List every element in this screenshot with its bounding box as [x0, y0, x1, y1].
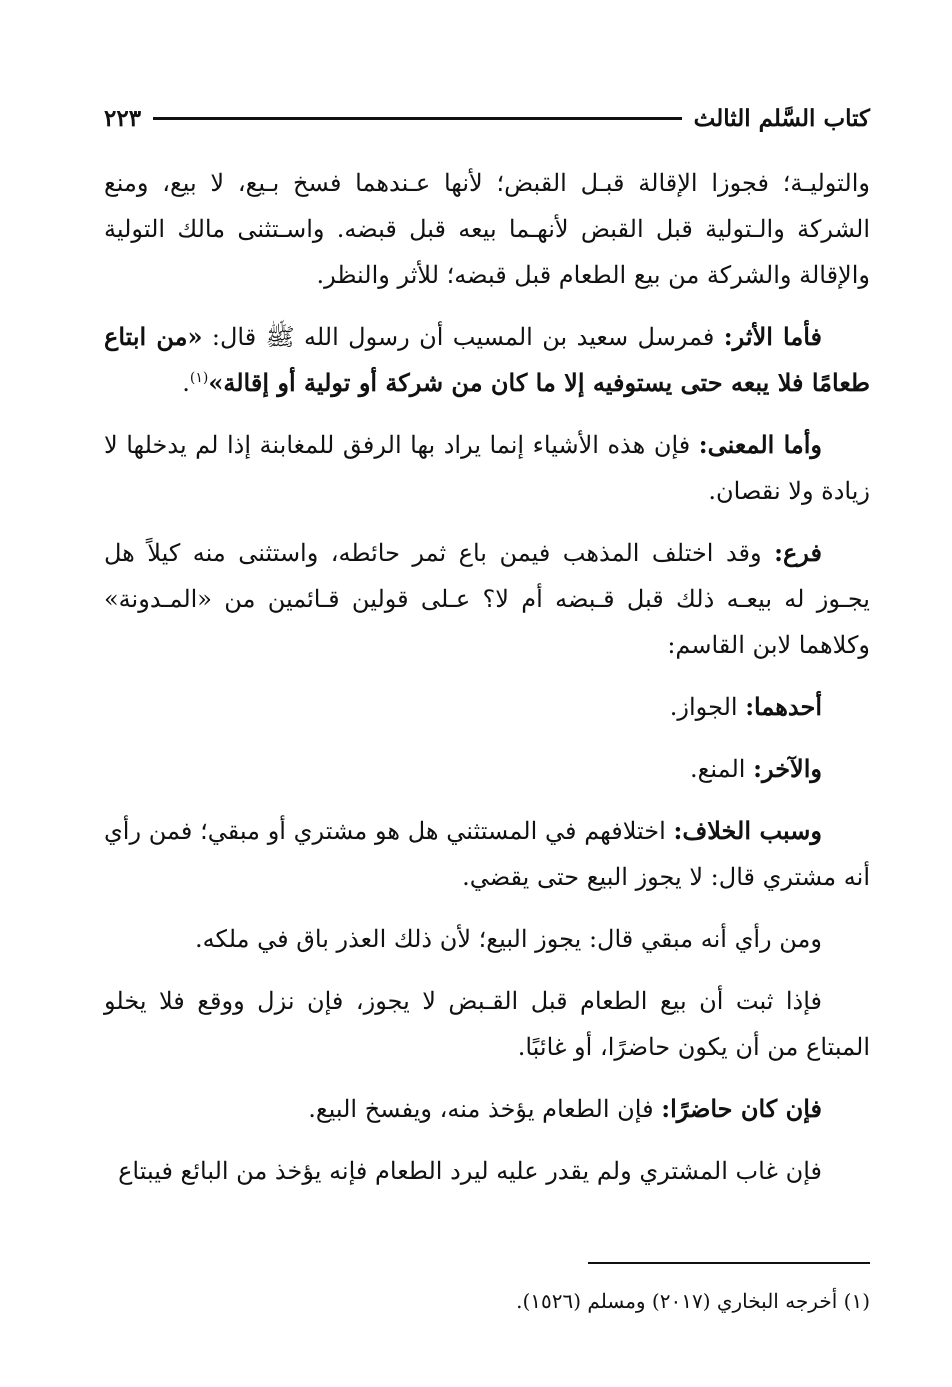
bold-text: وأما المعنى: — [698, 430, 822, 459]
paragraph — [104, 160, 870, 298]
text-segment: فمرسل سعيد بن المسيب أن رسول الله ﷺ قال: — [202, 323, 724, 351]
text-segment: . — [182, 369, 190, 397]
paragraph — [104, 1086, 870, 1132]
footnote-marker: (١) — [189, 370, 209, 386]
bold-text: وسبب الخلاف: — [673, 816, 822, 845]
text-segment: فإن غاب المشتري ولم يقدر عليه ليرد الطعام فإنه يؤخذ من البائع فيبتاع — [118, 1157, 822, 1185]
bold-text: أحدهما: — [745, 692, 822, 721]
paragraph — [104, 530, 870, 668]
footnote-separator — [588, 1262, 870, 1264]
paragraph — [104, 916, 870, 962]
page-number: ٢٢٣ — [104, 104, 142, 132]
chapter-title: كتاب السَّلم الثالث — [693, 104, 870, 132]
text-segment: وقد اختلف المذهب فيمن باع ثمر حائطه، واستثنى منه كيلاً هل يجـوز له بيعـه ذلك قبل قـبضه أم لا؟ عـلى قولين قـائمين من «المـدونة» وكلاهما لابن القاسم: — [104, 539, 870, 659]
bold-text: فرع: — [774, 538, 822, 567]
text-segment: فإن الطعام يؤخذ منه، ويفسخ البيع. — [308, 1095, 662, 1123]
paragraph — [104, 746, 870, 792]
text-segment: والتوليـة؛ فجوزا الإقالة قبـل القبض؛ لأنها عـندهما فسخ بـيع، لا بيع، ومنع الشركة والـتولية قبل القبض لأنهـما بيعه قبل قبضه. واسـتثنى مالك التولية والإقالة والشركة من بيع الطعام قبل قبضه؛ للأثر والنظر. — [104, 169, 870, 289]
bold-text: والآخر: — [753, 754, 822, 783]
text-segment: المنع. — [689, 755, 754, 783]
text-segment: ومن رأي أنه مبقي قال: يجوز البيع؛ لأن ذلك العذر باق في ملكه. — [194, 925, 822, 953]
header-rule — [153, 117, 682, 120]
footnote: (١) أخرجه البخاري (٢٠١٧) ومسلم (١٥٢٦). — [516, 1289, 870, 1313]
text-segment: اختلافهم في المستثني هل هو مشتري أو مبقي؛ فمن رأي أنه مشتري قال: لا يجوز البيع حتى يقضي. — [104, 817, 870, 891]
paragraph — [104, 808, 870, 900]
bold-text: فأما الأثر: — [723, 322, 823, 351]
bold-text: «من ابتاع طعامًا فلا يبعه حتى يستوفيه إلا ما كان من شركة أو تولية أو إقالة» — [104, 322, 870, 397]
paragraph — [104, 1148, 870, 1194]
running-header — [104, 98, 870, 138]
main-text — [104, 160, 870, 1210]
text-segment: فإن هذه الأشياء إنما يراد بها الرفق للمغابنة إذا لم يدخلها لا زيادة ولا نقصان. — [104, 431, 870, 505]
text-segment: الجواز. — [669, 693, 746, 721]
paragraph — [104, 684, 870, 730]
bold-text: فإن كان حاضرًا: — [661, 1094, 822, 1123]
text-segment: فإذا ثبت أن بيع الطعام قبل القـبض لا يجوز، فإن نزل ووقع فلا يخلو المبتاع من أن يكون حاضرًا، أو غائبًا. — [104, 987, 870, 1061]
paragraph — [104, 422, 870, 514]
paragraph — [104, 314, 870, 406]
paragraph — [104, 978, 870, 1070]
